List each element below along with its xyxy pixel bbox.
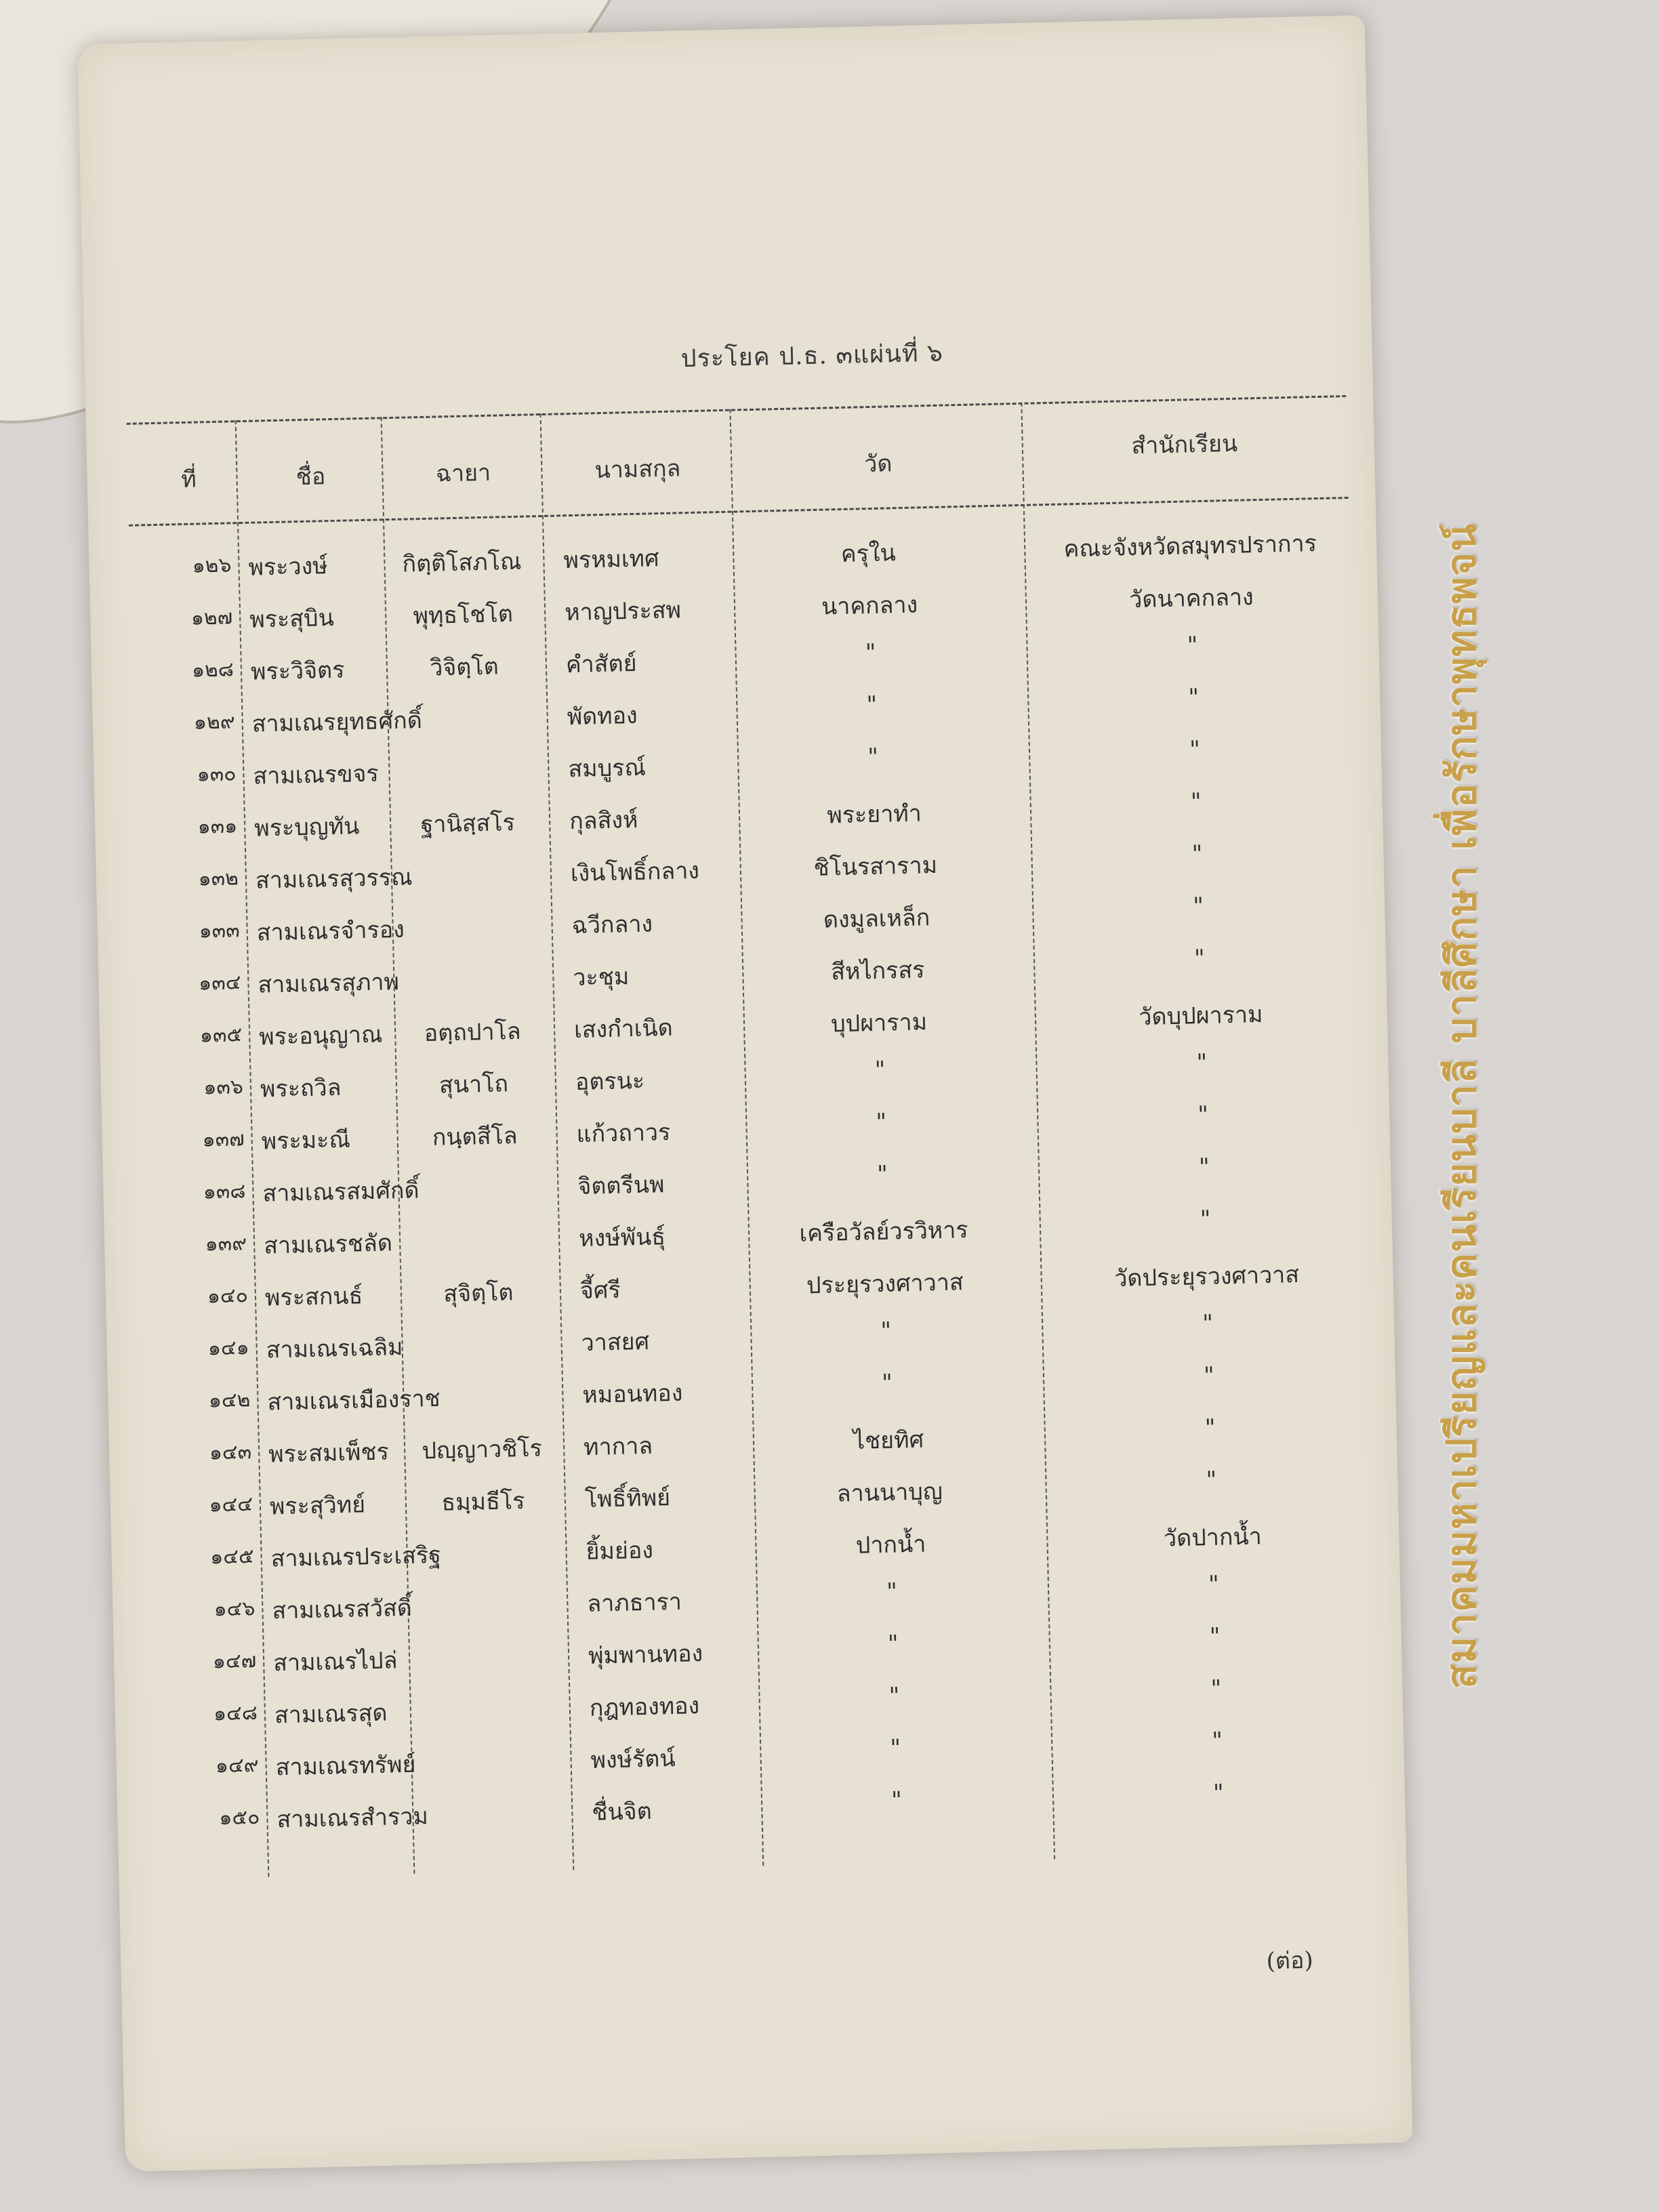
row-chaya: วิจิตฺโต bbox=[429, 653, 499, 682]
row-name: สามเณรสำรวม bbox=[276, 1803, 429, 1834]
watermark bbox=[1438, 0, 1541, 1689]
row-wat: " bbox=[881, 1369, 893, 1397]
row-chaya: สุจิตฺโต bbox=[443, 1279, 514, 1308]
row-wat: " bbox=[867, 743, 879, 771]
row-surname: พรหมเทศ bbox=[563, 545, 659, 575]
row-school: " bbox=[1210, 1675, 1222, 1703]
header-surname: นามสกุล bbox=[594, 455, 681, 485]
row-surname: กุฎทองทอง bbox=[589, 1692, 700, 1722]
row-name: สามเณรประเสริฐ bbox=[270, 1541, 442, 1573]
table-header-rule bbox=[129, 497, 1349, 527]
row-name: สามเณรไปล่ bbox=[272, 1647, 398, 1677]
header-wat: วัด bbox=[863, 450, 893, 478]
row-number: ๑๒๗ bbox=[190, 605, 233, 630]
row-wat: " bbox=[874, 1056, 886, 1084]
row-surname: พงษ์รัตน์ bbox=[590, 1744, 676, 1774]
row-wat: บุปผาราม bbox=[830, 1008, 928, 1038]
row-surname: พุ่มพานทอง bbox=[588, 1640, 703, 1670]
row-name: พระสมเพ็ชร bbox=[268, 1438, 390, 1469]
row-wat: " bbox=[886, 1578, 898, 1605]
row-number: ๑๔๗ bbox=[212, 1648, 257, 1674]
row-number: ๑๔๑ bbox=[207, 1336, 250, 1361]
row-number: ๑๔๐ bbox=[207, 1284, 249, 1309]
row-number: ๑๓๙ bbox=[205, 1231, 247, 1256]
row-chaya: ฐานิสฺสโร bbox=[420, 809, 516, 839]
row-name: พระบุญทัน bbox=[253, 813, 360, 842]
row-school: " bbox=[1204, 1414, 1216, 1442]
row-school: วัดประยุรวงศาวาส bbox=[1113, 1261, 1300, 1293]
row-name: พระมะณี bbox=[261, 1126, 351, 1155]
row-school: " bbox=[1190, 788, 1202, 816]
row-number: ๑๒๖ bbox=[192, 553, 232, 578]
row-surname: ฉวีกลาง bbox=[571, 910, 653, 940]
row-number: ๑๓๖ bbox=[203, 1075, 244, 1100]
row-wat: " bbox=[876, 1160, 888, 1189]
row-wat: ชิโนรสาราม bbox=[813, 851, 938, 882]
row-name: สามเณรขจร bbox=[253, 760, 380, 790]
row-number: ๑๓๐ bbox=[197, 762, 237, 787]
row-surname: กุลสิงห์ bbox=[569, 806, 638, 836]
row-number: ๑๔๖ bbox=[213, 1597, 255, 1622]
row-wat: " bbox=[880, 1317, 892, 1345]
row-number: ๑๓๔ bbox=[198, 970, 241, 996]
row-name: พระวงษ์ bbox=[248, 552, 329, 581]
row-surname: สมบูรณ์ bbox=[567, 754, 647, 783]
row-surname: เสงกำเนิด bbox=[573, 1014, 674, 1044]
row-wat: ลานนาบุญ bbox=[836, 1477, 943, 1508]
row-surname: หมอนทอง bbox=[581, 1379, 683, 1409]
row-number: ๑๔๕ bbox=[209, 1544, 255, 1570]
document-page bbox=[77, 15, 1413, 2171]
row-wat: " bbox=[866, 691, 878, 719]
row-school: " bbox=[1198, 1153, 1210, 1181]
row-school: " bbox=[1208, 1570, 1220, 1599]
row-school: วัดบุปผาราม bbox=[1138, 1001, 1263, 1031]
row-school: " bbox=[1211, 1727, 1223, 1755]
row-wat: ปากน้ำ bbox=[855, 1530, 926, 1559]
row-school: " bbox=[1196, 1048, 1208, 1077]
row-surname: ยิ้มย่อง bbox=[586, 1536, 654, 1565]
row-wat: " bbox=[890, 1734, 901, 1762]
row-chaya: สุนาโถ bbox=[438, 1070, 509, 1099]
row-wat: ประยุรวงศาวาส bbox=[806, 1269, 964, 1300]
row-surname: หาญประสพ bbox=[564, 596, 682, 627]
row-school: " bbox=[1187, 632, 1198, 659]
row-school: " bbox=[1206, 1466, 1217, 1494]
row-name: สามเณรสุด bbox=[274, 1699, 388, 1729]
table-body bbox=[129, 524, 1378, 1856]
row-number: ๑๔๒ bbox=[208, 1388, 251, 1413]
row-name: พระสุบิน bbox=[249, 604, 335, 634]
row-surname: แก้วถาวร bbox=[576, 1118, 671, 1149]
row-chaya: กิตฺติโสภโณ bbox=[402, 548, 522, 578]
row-name: สามเณรเมืองราช bbox=[267, 1385, 441, 1416]
row-wat: ครุใน bbox=[840, 539, 897, 568]
page-title: ประโยค ป.ธ. ๓แผ่นที่ ๖ bbox=[680, 339, 944, 373]
row-school: " bbox=[1202, 1309, 1214, 1338]
continued-note: (ต่อ) bbox=[1266, 1946, 1314, 1975]
row-school: " bbox=[1197, 1101, 1209, 1129]
row-school: " bbox=[1191, 840, 1203, 868]
row-surname: พัดทอง bbox=[567, 701, 638, 731]
row-surname: ลาภธารา bbox=[586, 1588, 682, 1618]
row-name: สามเณรชลัด bbox=[263, 1229, 393, 1260]
row-wat: " bbox=[865, 638, 876, 667]
row-surname: เงินโพธิ์กลาง bbox=[570, 857, 700, 888]
row-school: วัดนาคกลาง bbox=[1128, 583, 1254, 614]
row-wat: " bbox=[876, 1108, 887, 1136]
row-name: พระถวิล bbox=[260, 1073, 342, 1103]
row-number: ๑๔๙ bbox=[215, 1753, 260, 1778]
row-wat: " bbox=[890, 1786, 903, 1814]
row-number: ๑๒๙ bbox=[193, 710, 236, 735]
row-school: " bbox=[1193, 944, 1206, 972]
row-surname: ชื่นจิต bbox=[591, 1797, 653, 1826]
row-chaya: กนฺตสีโล bbox=[432, 1122, 518, 1151]
row-name: สามเณรสุวรรณ bbox=[255, 863, 413, 895]
row-wat: นาคกลาง bbox=[821, 591, 918, 621]
row-school: " bbox=[1200, 1205, 1212, 1233]
row-name: สามเณรจำรอง bbox=[256, 916, 405, 947]
row-wat: ดงมูลเหล็ก bbox=[823, 904, 930, 934]
row-school: " bbox=[1212, 1779, 1225, 1807]
row-name: พระวิจิตร bbox=[250, 656, 345, 686]
row-surname: จี้ศรี bbox=[579, 1276, 621, 1305]
row-number: ๑๓๗ bbox=[202, 1127, 245, 1152]
row-number: ๑๔๔ bbox=[209, 1492, 253, 1517]
row-surname: ทากาล bbox=[583, 1432, 653, 1461]
row-name: พระสกนธ์ bbox=[264, 1282, 363, 1312]
row-school: " bbox=[1192, 892, 1204, 920]
row-surname: จิตตรีนพ bbox=[577, 1171, 665, 1201]
watermark-text: สมาคมมหาเปรียญและคนเรียนบาลี บาลีศึกษา เพื่อรักษาพุทธพจน์ bbox=[1438, 523, 1486, 1689]
row-chaya: อตฺถปาโล bbox=[424, 1017, 522, 1048]
header-no: ที่ bbox=[180, 466, 197, 494]
row-chaya: ปญฺญาวชิโร bbox=[422, 1435, 543, 1465]
row-surname: อุตรนะ bbox=[575, 1067, 645, 1097]
row-name: สามเณรสมศักดิ์ bbox=[262, 1176, 420, 1208]
row-name: สามเณรสุภาพ bbox=[258, 968, 400, 999]
row-name: สามเณรสวัสดิ์ bbox=[272, 1594, 413, 1625]
row-surname: วาสยศ bbox=[581, 1328, 650, 1357]
row-number: ๑๓๒ bbox=[198, 866, 239, 891]
row-name: สามเณรเฉลิม bbox=[266, 1333, 403, 1364]
row-number: ๑๓๘ bbox=[203, 1179, 246, 1204]
row-surname: คำสัตย์ bbox=[565, 649, 637, 679]
row-wat: พระยาทำ bbox=[826, 800, 922, 830]
row-school: " bbox=[1203, 1361, 1215, 1390]
row-school: " bbox=[1189, 736, 1201, 764]
row-name: สามเณรทรัพย์ bbox=[275, 1750, 416, 1782]
row-name: สามเณรยุทธศักดิ์ bbox=[251, 707, 423, 738]
row-number: ๑๓๑ bbox=[197, 814, 238, 839]
header-chaya: ฉายา bbox=[435, 459, 491, 488]
row-number: ๑๕๐ bbox=[218, 1805, 260, 1830]
row-chaya: พุทฺธโชโต bbox=[413, 600, 514, 630]
row-wat: สีหไกรสร bbox=[830, 956, 925, 986]
row-number: ๑๔๓ bbox=[209, 1440, 252, 1465]
row-surname: หงษ์พันธุ์ bbox=[578, 1223, 666, 1253]
row-name: พระอนุญาณ bbox=[258, 1021, 383, 1051]
row-wat: " bbox=[888, 1682, 900, 1710]
row-school: " bbox=[1187, 684, 1200, 712]
row-school: วัดปากน้ำ bbox=[1163, 1523, 1263, 1553]
row-wat: ไชยทิศ bbox=[853, 1426, 924, 1455]
row-surname: วะชุม bbox=[572, 963, 630, 992]
row-school: คณะจังหวัดสมุทรปราการ bbox=[1063, 530, 1317, 563]
register-table bbox=[127, 395, 1347, 1834]
row-chaya: ธมฺมธีโร bbox=[441, 1487, 525, 1517]
row-number: ๑๒๘ bbox=[191, 657, 234, 682]
header-school: สำนักเรียน bbox=[1131, 430, 1238, 460]
row-wat: เครือวัลย์วรวิหาร bbox=[799, 1216, 969, 1248]
row-name: พระสุวิทย์ bbox=[269, 1491, 366, 1521]
table-top-rule bbox=[127, 395, 1347, 425]
row-number: ๑๓๕ bbox=[199, 1023, 243, 1048]
row-school: " bbox=[1209, 1622, 1221, 1651]
row-number: ๑๓๓ bbox=[199, 918, 241, 943]
row-wat: " bbox=[887, 1630, 899, 1658]
row-number: ๑๔๘ bbox=[213, 1700, 258, 1726]
row-surname: โพธิ์ทิพย์ bbox=[584, 1484, 671, 1513]
header-name: ชื่อ bbox=[295, 463, 326, 491]
